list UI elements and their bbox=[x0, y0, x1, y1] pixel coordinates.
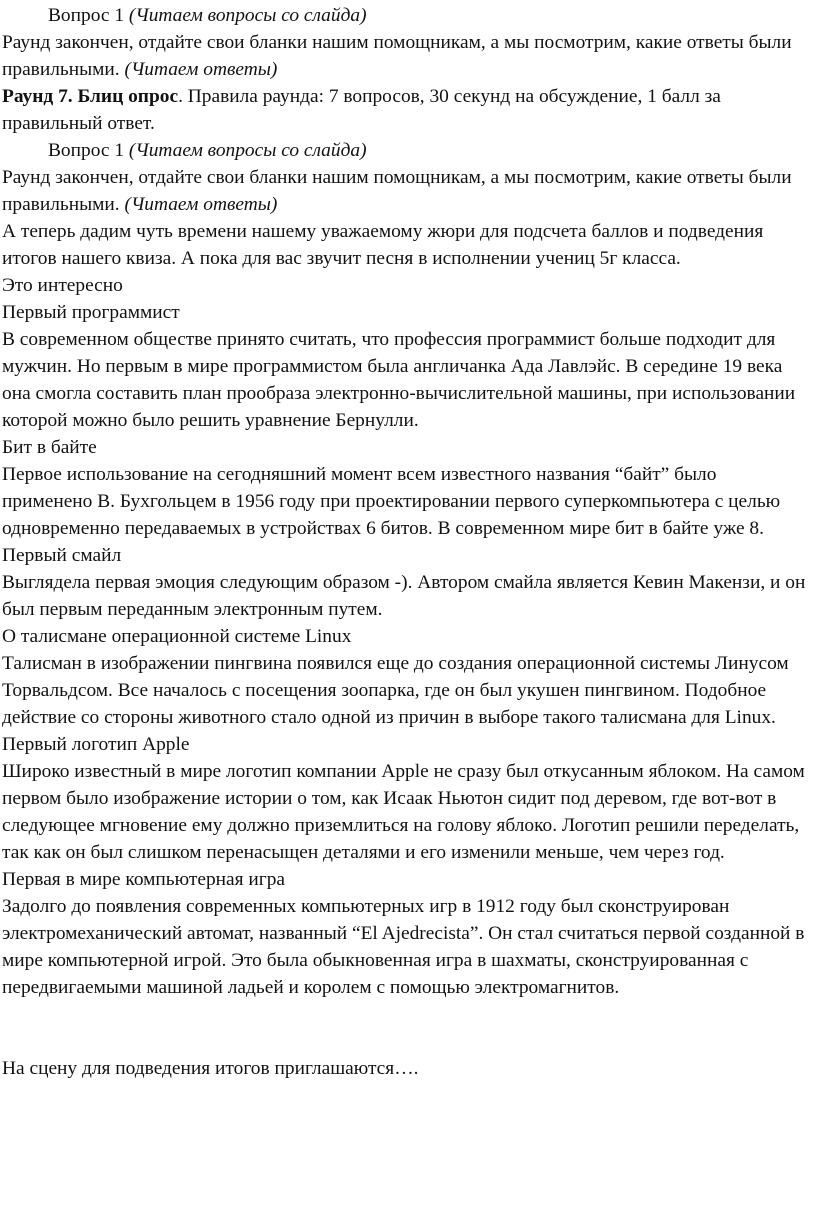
blank-line bbox=[2, 1001, 816, 1055]
question-label: Вопрос 1 bbox=[48, 140, 129, 161]
fact-heading: Первая в мире компьютерная игра bbox=[2, 869, 286, 890]
stage-direction: (Читаем вопросы со слайда) bbox=[128, 140, 367, 161]
fact-paragraph: Талисман в изображении пингвина появился еще до создания операционной системы Линусом Торвальдсом. Все началось с посещения зоопарка, где он был укушен пингвином. Подобное действие со стороны животного стало одной из причин в выборе такого талисмана для Linux. bbox=[2, 653, 789, 728]
fact-heading: Первый смайл bbox=[2, 545, 122, 566]
question-label: Вопрос 1 bbox=[48, 5, 129, 26]
round-end-text: Раунд закончен, отдайте свои бланки нашим помощникам, а мы посмотрим, какие ответы были правильными. bbox=[2, 167, 792, 215]
fact-paragraph: Первое использование на сегодняшний момент всем известного названия “байт” было применено В. Бухгольцем в 1956 году при проектировании первого суперкомпьютера с целью одновременно передаваемых в устройствах 6 битов. В современном мире бит в байте уже 8. bbox=[2, 464, 781, 539]
stage-direction: (Читаем вопросы со слайда) bbox=[128, 5, 367, 26]
closing-line: На сцену для подведения итогов приглашаются…. bbox=[2, 1058, 419, 1079]
fact-heading: Бит в байте bbox=[2, 437, 97, 458]
fact-paragraph: В современном обществе принято считать, что профессия программист больше подходит для мужчин. Но первым в мире программистом была англичанка Ада Лавлэйс. В середине 19 века она смогла составить план прообраза электронно-вычислительной машины, при использовании которой можно было решить уравнение Бернулли. bbox=[2, 329, 796, 431]
jury-paragraph: А теперь дадим чуть времени нашему уважаемому жюри для подсчета баллов и подведения итогов нашего квиза. А пока для вас звучит песня в исполнении учениц 5г класса. bbox=[2, 221, 764, 269]
question-line bbox=[2, 2, 816, 29]
round-title: Раунд 7. Блиц опрос bbox=[2, 86, 179, 107]
fact-heading: О талисмане операционной системе Linux bbox=[2, 626, 352, 647]
stage-direction: (Читаем ответы) bbox=[124, 59, 278, 80]
fact-paragraph: Выглядела первая эмоция следующим образом -). Автором смайла является Кевин Макензи, и он был первым переданным электронным путем. bbox=[2, 572, 806, 620]
stage-direction: (Читаем ответы) bbox=[124, 194, 278, 215]
round-rules-text: . Правила раунда: 7 вопросов, 30 секунд на обсуждение, 1 балл за правильный ответ. bbox=[2, 86, 721, 134]
fact-paragraph: Широко известный в мире логотип компании Apple не сразу был откусанным яблоком. На самом первом было изображение истории о том, как Исаак Ньютон сидит под деревом, где вот-вот в следующее мгновение ему должно приземлиться на голову яблоко. Логотип решили переделать, так как он был слишком перенасыщен деталями и его изменили меньше, чем через год. bbox=[2, 761, 805, 863]
round-rules-paragraph bbox=[2, 83, 808, 137]
fact-heading: Первый логотип Apple bbox=[2, 734, 190, 755]
round-end-paragraph bbox=[2, 29, 808, 83]
section-heading: Это интересно bbox=[2, 275, 123, 296]
fact-paragraph: Задолго до появления современных компьютерных игр в 1912 году был сконструирован электромеханический автомат, названный “El Ajedrecista”. Он стал считаться первой созданной в мире компьютерной игрой. Это была обыкновенная игра в шахматы, сконструированная с передвигаемыми машиной ладьей и королем с помощью электромагнитов. bbox=[2, 896, 805, 998]
question-line bbox=[2, 137, 816, 164]
fact-heading: Первый программист bbox=[2, 302, 180, 323]
round-end-text: Раунд закончен, отдайте свои бланки нашим помощникам, а мы посмотрим, какие ответы были правильными. bbox=[2, 32, 792, 80]
round-end-paragraph bbox=[2, 164, 808, 218]
